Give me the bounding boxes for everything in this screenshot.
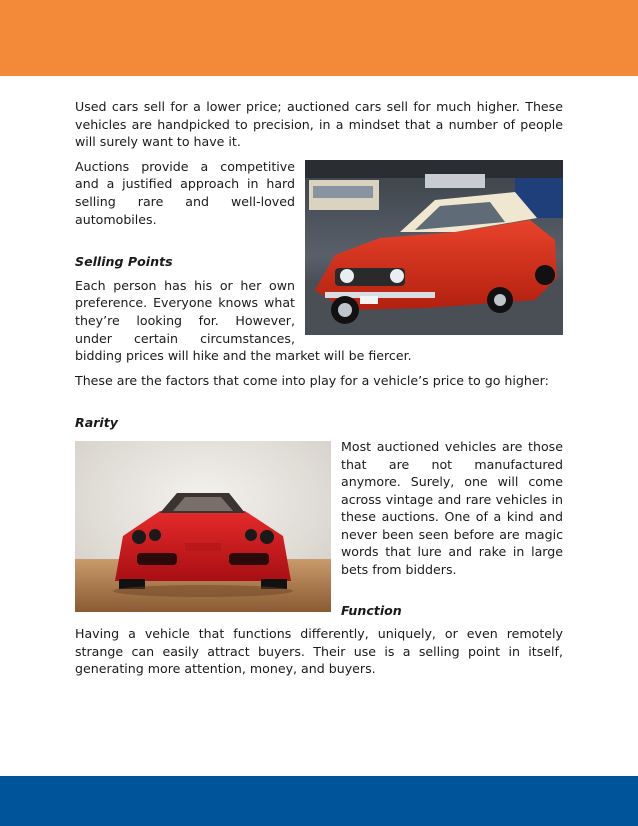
- function-heading: Function: [341, 602, 402, 618]
- selling-points-heading: Selling Points: [75, 254, 173, 270]
- intro-paragraph-1: Used cars sell for a lower price; auctioned cars sell for much higher. These vehicles are handpicked to precision, in a mindset that a number of people will surely want to have it.: [75, 99, 563, 150]
- red-supercar-photo: [75, 441, 331, 612]
- selling-points-paragraph-1: Each person has his or her own preference. Everyone knows what they’re looking for. However, under certain circumstances, bidding prices will hike and the market will be fiercer.: [75, 277, 412, 364]
- footer-bar: [0, 776, 638, 826]
- page-content: [75, 98, 563, 685]
- selling-points-paragraph-2: These are the factors that come into play for a vehicle’s price to go higher:: [75, 372, 549, 388]
- rarity-paragraph-1: Most auctioned vehicles are those that are not manufactured anymore. Surely, one will come across vintage and rare vehicles in these auctions. One of a kind and never been seen before are magic words that lure and rake in large bets from bidders.: [341, 438, 563, 578]
- header-bar: [0, 0, 638, 76]
- intro-paragraph-2: Auctions provide a competitive and a justified approach in hard selling rare and well-loved automobiles.: [75, 158, 295, 227]
- rarity-heading: Rarity: [75, 415, 118, 431]
- function-paragraph-1: Having a vehicle that functions differently, uniquely, or even remotely strange can easily attract buyers. Their use is a selling point in itself, generating more attention, money, and buyers.: [75, 626, 563, 677]
- red-mustang-photo: [305, 160, 563, 335]
